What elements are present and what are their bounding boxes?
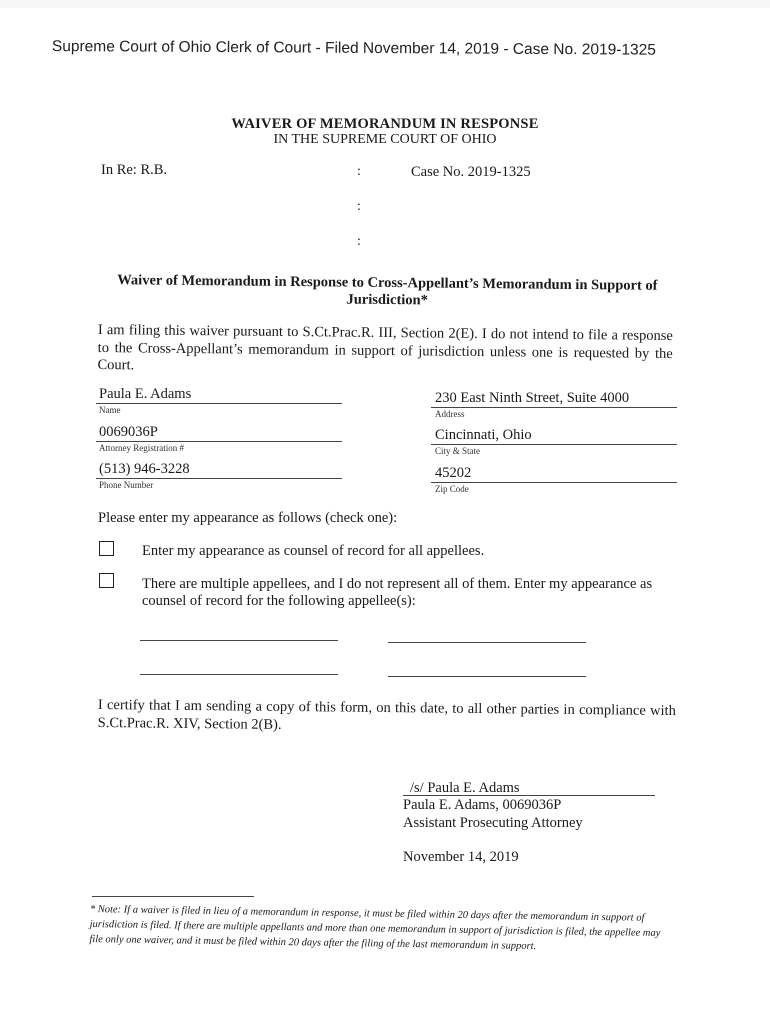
name-underline	[96, 403, 342, 404]
address-label: Address	[435, 409, 465, 419]
document-title: WAIVER OF MEMORANDUM IN RESPONSE	[231, 116, 539, 132]
city-state-value: Cincinnati, Ohio	[435, 427, 532, 443]
caption-colon-2: :	[357, 199, 361, 214]
phone-value: (513) 946-3228	[99, 461, 190, 477]
registration-underline	[96, 441, 342, 442]
phone-underline	[96, 478, 342, 479]
name-label: Name	[99, 405, 121, 415]
zip-underline	[431, 482, 677, 483]
court-name: IN THE SUPREME COURT OF OHIO	[273, 132, 497, 147]
certification-statement: I certify that I am sending a copy of this form, on this date, to all other parties in compliance with S.Ct.Prac.R. XIV, Section 2(B).	[97, 697, 676, 733]
scan-edge	[0, 0, 770, 8]
footnote-rule	[92, 896, 254, 897]
city-state-underline	[431, 444, 677, 445]
option-all-appellees: Enter my appearance as counsel of record for all appellees.	[142, 543, 485, 559]
case-number: Case No. 2019-1325	[411, 164, 531, 180]
appearance-prompt: Please enter my appearance as follows (check one):	[98, 510, 398, 526]
signatory-title: Assistant Prosecuting Attorney	[403, 815, 583, 831]
zip-label: Zip Code	[435, 484, 469, 494]
signature-date: November 14, 2019	[403, 849, 519, 865]
footnote: * Note: If a waiver is filed in lieu of a memorandum in response, it must be filed within 20 days after the memorandum in support of jurisdiction is filed. If there are multiple appellants and more than one memorandum in support of jurisdiction is filed, the appellee may file only one waiver, and it must be filed within 20 days after the filing of the last memorandum in support.	[89, 903, 661, 953]
waiver-statement: I am filing this waiver pursuant to S.Ct.Prac.R. III, Section 2(E). I do not intend to file a response to the Cross-Appellant’s memorandum in support of jurisdiction unless one is requested by the Court.	[97, 322, 673, 374]
signature-line-text: /s/ Paula E. Adams	[410, 780, 520, 796]
caption-colon-3: :	[357, 234, 361, 249]
appellee-line-2[interactable]	[388, 642, 586, 643]
appellee-line-3[interactable]	[140, 674, 338, 675]
address-value: 230 East Ninth Street, Suite 4000	[435, 390, 630, 406]
name-value: Paula E. Adams	[99, 386, 192, 402]
appellee-line-1[interactable]	[140, 640, 338, 641]
checkbox-all-appellees[interactable]	[99, 541, 114, 556]
appellee-line-4[interactable]	[388, 676, 586, 677]
caption-colon-1: :	[357, 164, 361, 179]
filing-stamp: Supreme Court of Ohio Clerk of Court - Filed November 14, 2019 - Case No. 2019-1325	[51, 38, 656, 59]
address-underline	[431, 407, 677, 408]
waiver-heading: Waiver of Memorandum in Response to Cross-Appellant’s Memorandum in Support of Jurisdiction*	[117, 272, 658, 309]
in-re-caption: In Re: R.B.	[101, 162, 168, 178]
zip-value: 45202	[435, 465, 472, 481]
signatory-name: Paula E. Adams, 0069036P	[403, 797, 562, 813]
checkbox-multiple-appellees[interactable]	[99, 573, 114, 588]
registration-label: Attorney Registration #	[99, 443, 184, 453]
option-multiple-appellees: There are multiple appellees, and I do not represent all of them. Enter my appearance as counsel of record for the following appellee(s):	[142, 576, 653, 609]
phone-label: Phone Number	[99, 480, 154, 490]
city-state-label: City & State	[435, 446, 480, 456]
registration-value: 0069036P	[99, 424, 158, 440]
